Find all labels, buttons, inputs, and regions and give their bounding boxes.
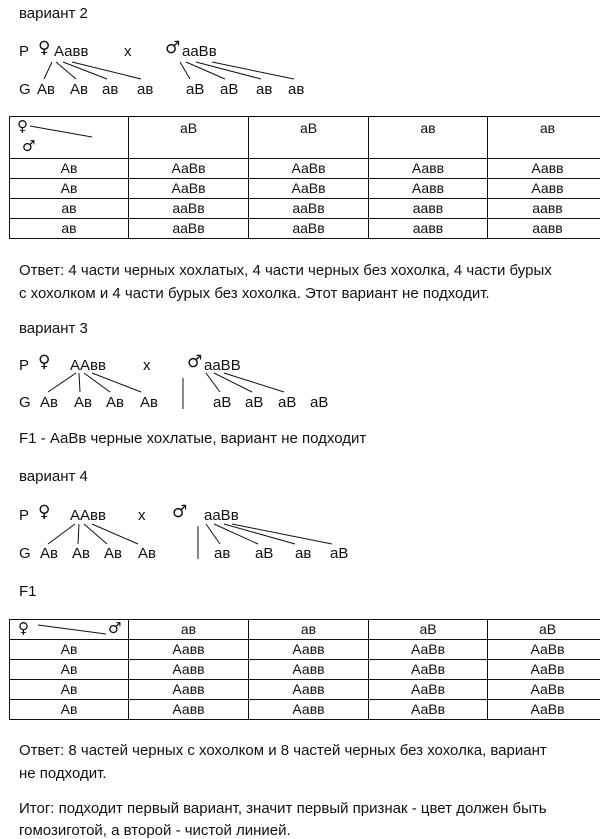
- female-genotype: Аавв: [54, 43, 89, 60]
- gamete: ав: [288, 81, 305, 98]
- table-cell: Аавв: [129, 700, 249, 720]
- table-cell: аавв: [369, 199, 488, 219]
- female-symbol-icon: ♀: [17, 117, 28, 135]
- row-header: ав: [10, 199, 129, 219]
- f1-label: F1: [19, 583, 37, 600]
- female-genotype: ААвв: [70, 357, 106, 374]
- parents-label: P: [19, 357, 30, 374]
- answer-variant-4-line-1: Ответ: 8 частей черных с хохолком и 8 частей черных без хохолка, вариант: [19, 742, 547, 759]
- gamete: Ав: [72, 545, 90, 562]
- column-header: аВ: [129, 117, 249, 159]
- row-header: Ав: [10, 680, 129, 700]
- row-header: ав: [10, 219, 129, 239]
- gamete: аВ: [278, 394, 297, 411]
- male-symbol-icon: ♂: [165, 38, 181, 58]
- row-header: Ав: [10, 179, 129, 199]
- table-row: [10, 700, 600, 720]
- table-cell: АаВв: [249, 179, 369, 199]
- gamete: аВ: [213, 394, 232, 411]
- male-genotype: ааВв: [204, 507, 239, 524]
- male-symbol-icon: ♂: [172, 502, 188, 522]
- female-genotype: ААвв: [70, 507, 106, 524]
- column-header: ав: [129, 620, 249, 640]
- gamete: аВ: [255, 545, 274, 562]
- table-cell: Аавв: [249, 660, 369, 680]
- table-cell: Аавв: [488, 179, 600, 199]
- gametes-label: G: [19, 545, 31, 562]
- column-header: аВ: [369, 620, 488, 640]
- gamete: аВ: [310, 394, 329, 411]
- gamete: аВ: [330, 545, 349, 562]
- table-row: [10, 680, 600, 700]
- table-cell: Аавв: [249, 640, 369, 660]
- cross-symbol: x: [124, 43, 132, 60]
- punnett-table-variant-2: [9, 116, 600, 239]
- gamete: Ав: [138, 545, 156, 562]
- male-symbol-icon: ♂: [187, 352, 203, 372]
- parents-label: P: [19, 43, 30, 60]
- table-cell: аавв: [369, 219, 488, 239]
- male-genotype: ааВв: [182, 43, 217, 60]
- table-cell: АаВв: [369, 680, 488, 700]
- gamete: Ав: [40, 394, 58, 411]
- gametes-label: G: [19, 394, 31, 411]
- male-symbol-icon: ♂: [108, 619, 122, 637]
- cross-symbol: x: [138, 507, 146, 524]
- female-symbol-icon: ♀: [38, 38, 51, 58]
- variant-3-title: вариант 3: [19, 320, 88, 337]
- table-cell: АаВв: [369, 700, 488, 720]
- gamete: аВ: [220, 81, 239, 98]
- table-cell: аавв: [488, 219, 600, 239]
- table-cell: Аавв: [369, 159, 488, 179]
- answer-variant-2-line-2: с хохолком и 4 части бурых без хохолка. Этот вариант не подходит.: [19, 285, 490, 302]
- f1-result-variant-3: F1 - АаВв черные хохлатые, вариант не подходит: [19, 430, 367, 447]
- table-cell: Аавв: [129, 640, 249, 660]
- punnett-table-variant-4: [9, 619, 600, 720]
- table-cell: аавв: [488, 199, 600, 219]
- female-symbol-icon: ♀: [18, 619, 29, 637]
- male-genotype: ааВВ: [204, 357, 241, 374]
- gametes-label: G: [19, 81, 31, 98]
- column-header: ав: [369, 117, 488, 159]
- table-cell: АаВв: [488, 660, 600, 680]
- variant-4-title: вариант 4: [19, 468, 88, 485]
- gamete: ав: [214, 545, 231, 562]
- table-row: [10, 660, 600, 680]
- table-row: [10, 640, 600, 660]
- gamete: Ав: [140, 394, 158, 411]
- column-header: аВ: [488, 620, 600, 640]
- gamete: аВ: [245, 394, 264, 411]
- gamete: ав: [256, 81, 273, 98]
- table-cell: ааВв: [249, 219, 369, 239]
- table-cell: Аавв: [129, 680, 249, 700]
- row-header: Ав: [10, 640, 129, 660]
- parents-label: P: [19, 507, 30, 524]
- gamete: Ав: [40, 545, 58, 562]
- gamete: ав: [102, 81, 119, 98]
- summary-line-2: гомозиготой, а второй - чистой линией.: [19, 822, 291, 839]
- summary-line-1: Итог: подходит первый вариант, значит первый признак - цвет должен быть: [19, 800, 547, 817]
- cross-symbol: x: [143, 357, 151, 374]
- column-header: ав: [488, 117, 600, 159]
- row-header: Ав: [10, 660, 129, 680]
- female-symbol-icon: ♀: [38, 352, 51, 372]
- male-symbol-icon: ♂: [22, 137, 36, 155]
- column-header: ав: [249, 620, 369, 640]
- answer-variant-2-line-1: Ответ: 4 части черных хохлатых, 4 части черных без хохолка, 4 части бурых: [19, 262, 552, 279]
- table-cell: Аавв: [249, 680, 369, 700]
- table-cell: АаВв: [129, 159, 249, 179]
- table-cell: АаВв: [369, 640, 488, 660]
- table-cell: АаВв: [488, 640, 600, 660]
- gamete: ав: [295, 545, 312, 562]
- row-header: Ав: [10, 700, 129, 720]
- table-cell: АаВв: [369, 660, 488, 680]
- punnett-corner: [10, 117, 129, 159]
- table-cell: Аавв: [129, 660, 249, 680]
- column-header: аВ: [249, 117, 369, 159]
- table-row: [10, 199, 600, 219]
- gamete: Ав: [106, 394, 124, 411]
- row-header: Ав: [10, 159, 129, 179]
- table-cell: ааВв: [129, 219, 249, 239]
- answer-variant-4-line-2: не подходит.: [19, 765, 107, 782]
- table-row: [10, 179, 600, 199]
- gamete: Ав: [70, 81, 88, 98]
- table-cell: АаВв: [488, 680, 600, 700]
- table-cell: Аавв: [369, 179, 488, 199]
- female-symbol-icon: ♀: [38, 502, 51, 522]
- table-row: [10, 159, 600, 179]
- gamete: ав: [137, 81, 154, 98]
- table-row: [10, 219, 600, 239]
- table-cell: ааВв: [249, 199, 369, 219]
- gamete: Ав: [37, 81, 55, 98]
- gamete: Ав: [104, 545, 122, 562]
- gamete: Ав: [74, 394, 92, 411]
- table-cell: АаВв: [488, 700, 600, 720]
- table-cell: Аавв: [249, 700, 369, 720]
- table-cell: Аавв: [488, 159, 600, 179]
- variant-2-title: вариант 2: [19, 5, 88, 22]
- table-cell: ааВв: [129, 199, 249, 219]
- table-cell: АаВв: [249, 159, 369, 179]
- table-cell: АаВв: [129, 179, 249, 199]
- gamete: аВ: [186, 81, 205, 98]
- punnett-corner: [10, 620, 129, 640]
